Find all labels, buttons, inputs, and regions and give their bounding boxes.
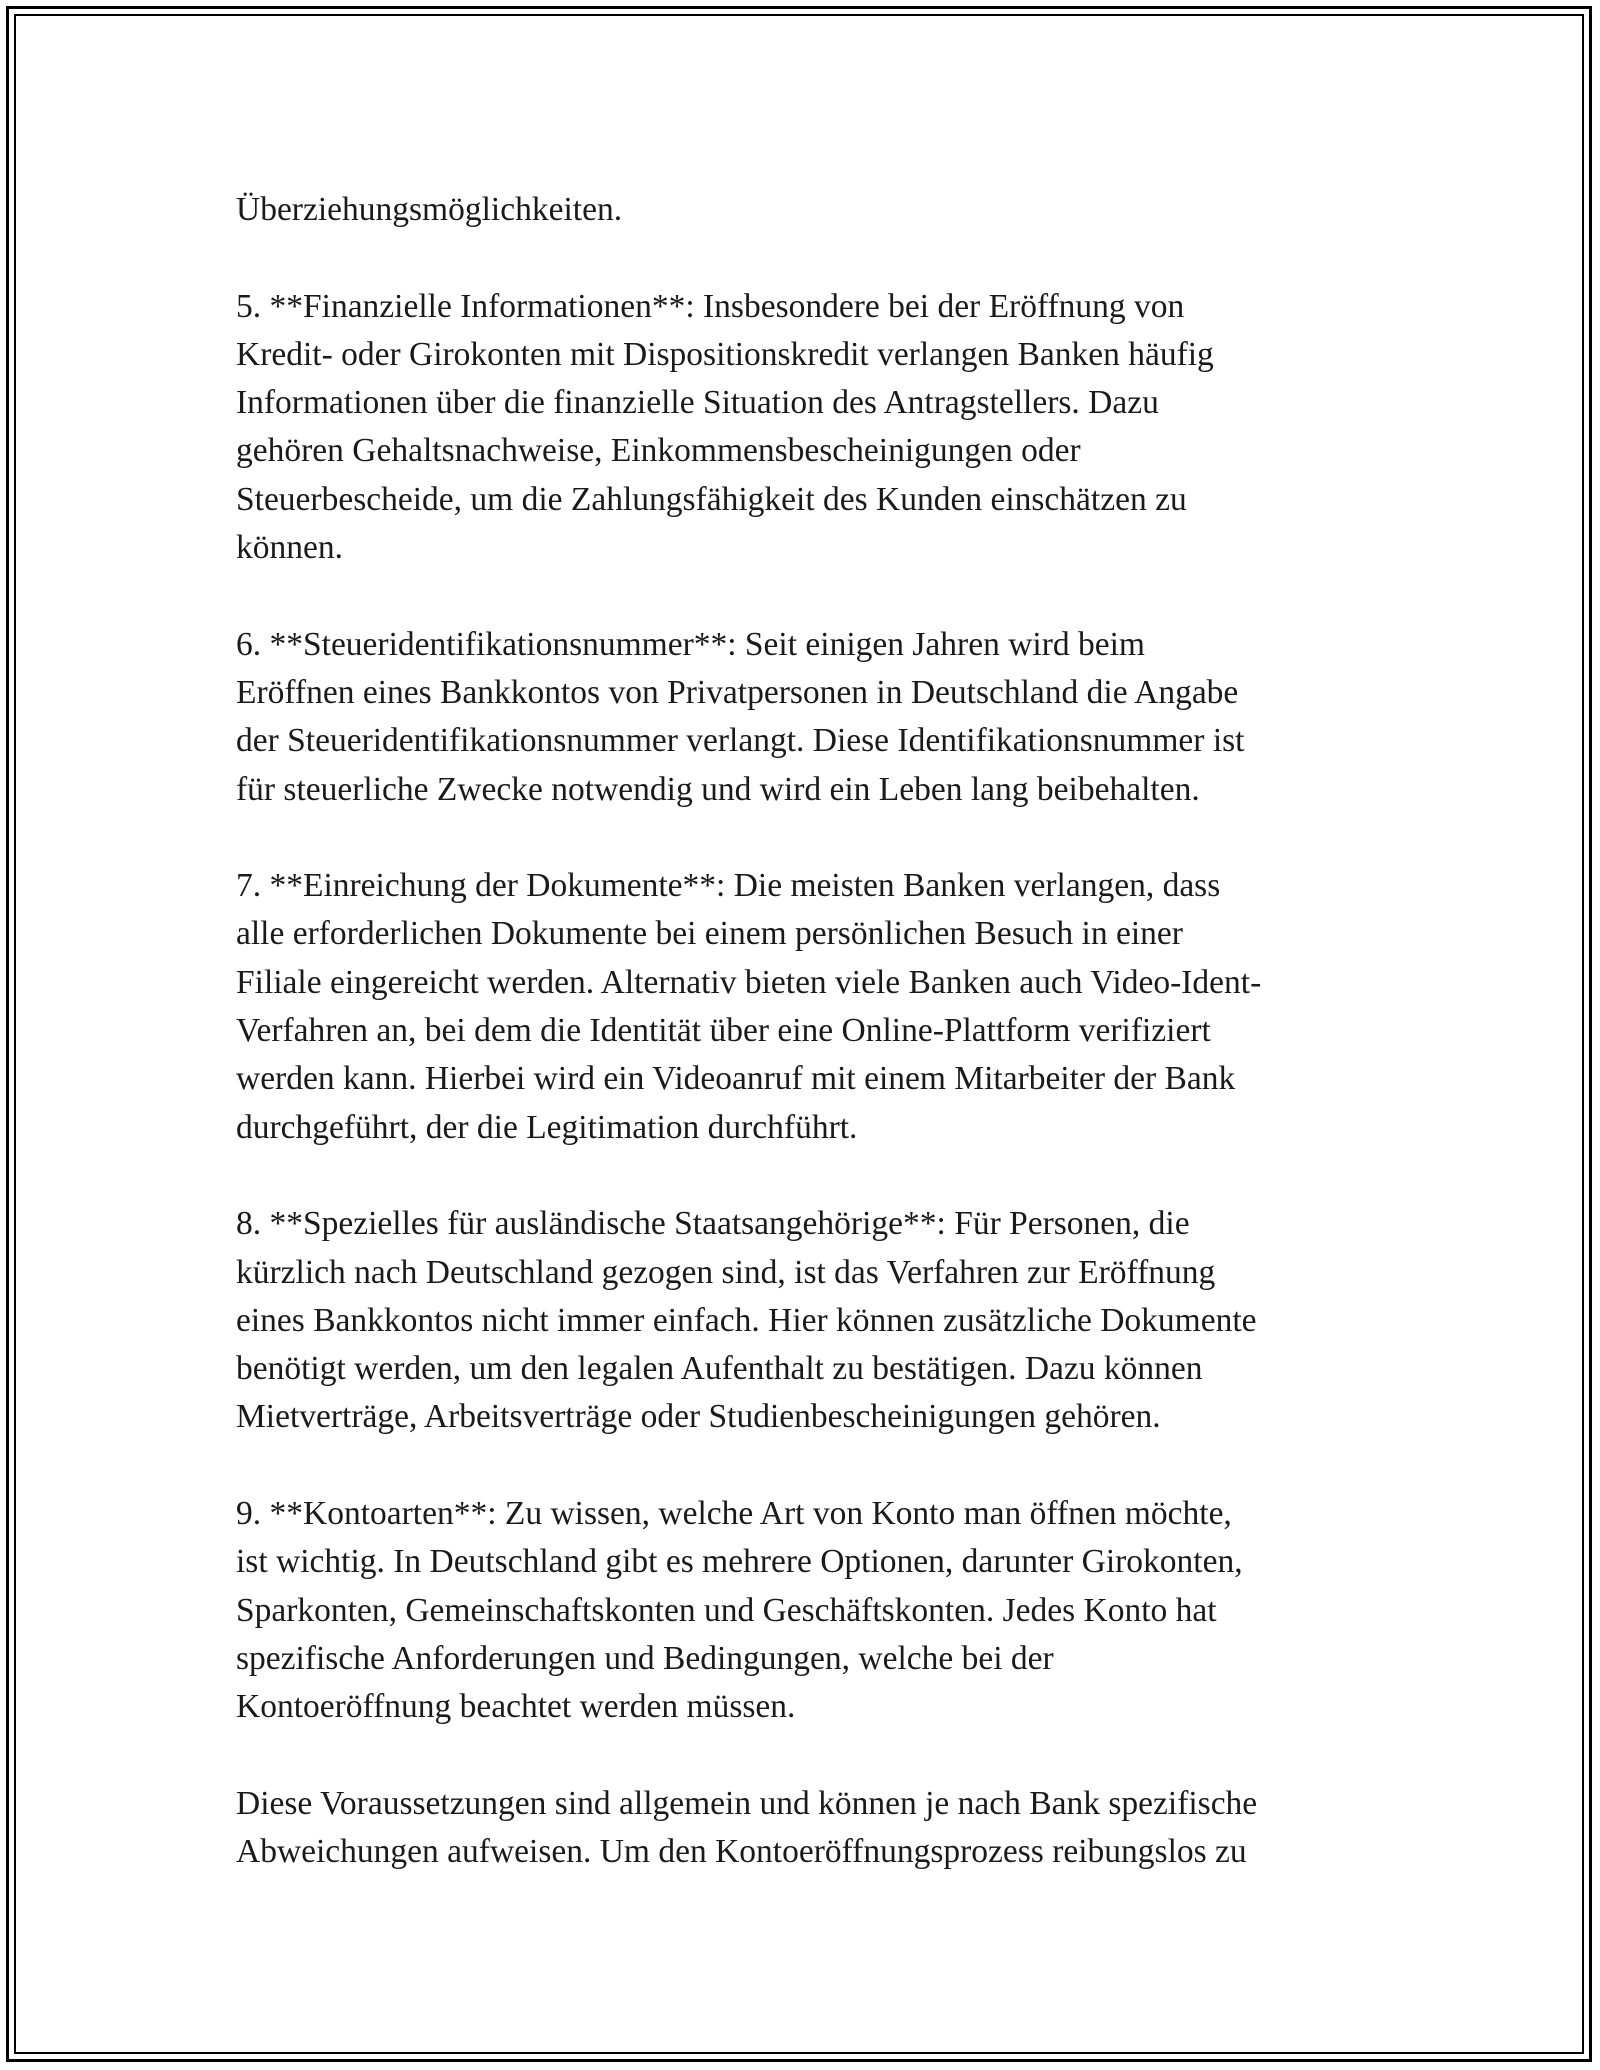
text-line: werden kann. Hierbei wird ein Videoanruf mit einem Mitarbeiter der Bank <box>236 1060 1236 1098</box>
document-body <box>236 186 1376 1925</box>
text-line: Überziehungsmöglichkeiten. <box>236 191 623 228</box>
text-line: 6. **Steueridentifikationsnummer**: Seit einigen Jahren wird beim <box>236 625 1145 663</box>
text-line: durchgeführt, der die Legitimation durchführt. <box>236 1108 858 1146</box>
text-line: der Steueridentifikationsnummer verlangt. Diese Identifikationsnummer ist <box>236 722 1245 760</box>
text-line: Sparkonten, Gemeinschaftskonten und Geschäftskonten. Jedes Konto hat <box>236 1591 1217 1629</box>
text-line: ist wichtig. In Deutschland gibt es mehrere Optionen, darunter Girokonten, <box>236 1543 1243 1581</box>
text-line: Verfahren an, bei dem die Identität über eine Online-Plattform verifiziert <box>236 1012 1211 1050</box>
text-line: 5. **Finanzielle Informationen**: Insbesondere bei der Eröffnung von <box>236 287 1185 325</box>
text-line: Eröffnen eines Bankkontos von Privatpersonen in Deutschland die Angabe <box>236 673 1239 711</box>
paragraph-conclusion <box>236 1780 1376 1877</box>
text-line: kürzlich nach Deutschland gezogen sind, ist das Verfahren zur Eröffnung <box>236 1253 1216 1291</box>
text-line: Kredit- oder Girokonten mit Dispositionskredit verlangen Banken häufig <box>236 335 1214 373</box>
text-line: können. <box>236 529 343 567</box>
text-line: Mietverträge, Arbeitsverträge oder Studienbescheinigungen gehören. <box>236 1398 1161 1436</box>
text-line: alle erforderlichen Dokumente bei einem persönlichen Besuch in einer <box>236 915 1183 953</box>
text-line: für steuerliche Zwecke notwendig und wird ein Leben lang beibehalten. <box>236 770 1200 808</box>
text-line: Steuerbescheide, um die Zahlungsfähigkeit des Kunden einschätzen zu <box>236 480 1187 518</box>
text-line: gehören Gehaltsnachweise, Einkommensbescheinigungen oder <box>236 432 1081 470</box>
text-line: 8. **Spezielles für ausländische Staatsangehörige**: Für Personen, die <box>236 1205 1190 1243</box>
text-line: Diese Voraussetzungen sind allgemein und können je nach Bank spezifische <box>236 1784 1258 1822</box>
text-line: 9. **Kontoarten**: Zu wissen, welche Art von Konto man öffnen möchte, <box>236 1495 1232 1533</box>
text-line: eines Bankkontos nicht immer einfach. Hier können zusätzliche Dokumente <box>236 1301 1257 1339</box>
text-line: 7. **Einreichung der Dokumente**: Die meisten Banken verlangen, dass <box>236 867 1221 905</box>
paragraph-item-6 <box>236 621 1376 814</box>
text-line: Abweichungen aufweisen. Um den Kontoeröffnungsprozess reibungslos zu <box>236 1833 1247 1871</box>
paragraph-continuation <box>236 186 1376 234</box>
paragraph-item-8 <box>236 1200 1376 1441</box>
paragraph-item-7 <box>236 862 1376 1152</box>
text-line: spezifische Anforderungen und Bedingungen, welche bei der <box>236 1639 1054 1677</box>
text-line: Kontoeröffnung beachtet werden müssen. <box>236 1688 796 1726</box>
text-line: Filiale eingereicht werden. Alternativ bieten viele Banken auch Video-Ident- <box>236 963 1262 1001</box>
paragraph-item-9 <box>236 1490 1376 1731</box>
paragraph-item-5 <box>236 283 1376 573</box>
text-line: benötigt werden, um den legalen Aufenthalt zu bestätigen. Dazu können <box>236 1350 1203 1388</box>
text-line: Informationen über die finanzielle Situation des Antragstellers. Dazu <box>236 384 1159 422</box>
